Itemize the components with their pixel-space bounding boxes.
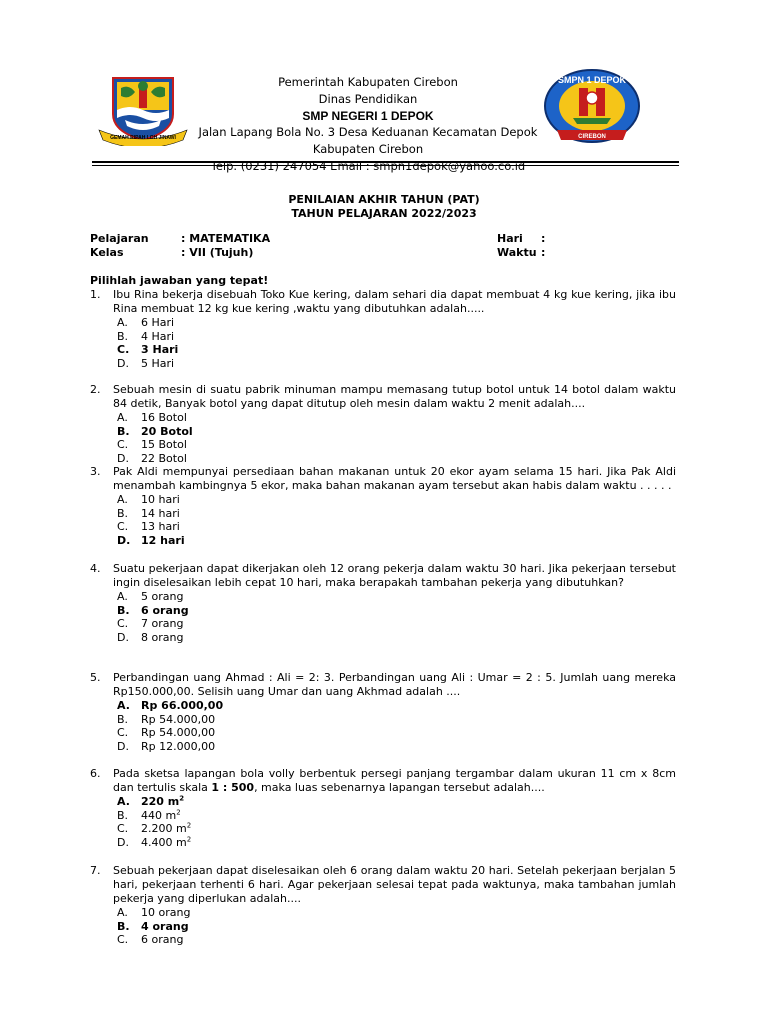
option-letter: A. <box>117 795 130 808</box>
option-c[interactable] <box>90 822 676 836</box>
option-d[interactable] <box>90 357 676 371</box>
government-name: Pemerintah Kabupaten Cirebon <box>278 75 458 89</box>
option-exponent: 2 <box>179 794 185 803</box>
option-letter: C. <box>117 438 129 451</box>
question-number: 3. <box>90 465 101 478</box>
class-label: Kelas <box>90 246 124 259</box>
option-d[interactable] <box>90 534 676 548</box>
option-text: 5 orang <box>141 590 184 603</box>
option-letter: D. <box>117 533 131 547</box>
option-text: 220 m <box>141 795 180 808</box>
option-c[interactable] <box>90 520 676 534</box>
time-label: Waktu <box>497 246 537 259</box>
option-c[interactable] <box>90 933 676 947</box>
option-letter: B. <box>117 506 129 520</box>
option-letter: A. <box>117 590 128 603</box>
option-d[interactable] <box>90 740 676 754</box>
cirebon-regency-emblem-icon <box>95 74 191 146</box>
option-c[interactable] <box>90 343 676 357</box>
smpn-1-depok-logo-icon <box>543 68 641 148</box>
option-text: 6 Hari <box>141 316 175 329</box>
school-name: SMP NEGERI 1 DEPOK <box>302 108 434 123</box>
option-text: Rp 54.000,00 <box>141 726 216 739</box>
option-a[interactable] <box>90 906 676 920</box>
question-4 <box>90 562 676 644</box>
option-letter: C. <box>117 933 129 946</box>
option-text: 6 orang <box>141 603 189 617</box>
option-letter: B. <box>117 603 130 617</box>
question-3 <box>90 465 676 547</box>
option-text: Rp 12.000,00 <box>141 739 216 753</box>
letterhead-divider <box>92 161 679 163</box>
option-letter: D. <box>117 630 129 644</box>
option-letter: D. <box>117 835 129 849</box>
option-letter: A. <box>117 411 128 424</box>
option-text: 16 Botol <box>141 411 187 424</box>
option-exponent: 2 <box>186 821 192 830</box>
school-address: Jalan Lapang Bola No. 3 Desa Keduanan Kecamatan Depok <box>198 125 538 140</box>
question-number: 1. <box>90 288 101 301</box>
option-letter: C. <box>117 520 129 533</box>
option-text: 3 Hari <box>141 343 179 356</box>
option-a[interactable] <box>90 316 676 330</box>
option-a[interactable] <box>90 493 676 507</box>
option-letter: C. <box>117 726 129 739</box>
answer-options <box>90 906 676 947</box>
option-letter: B. <box>117 329 129 343</box>
scale-value: 1 : 500 <box>211 781 255 794</box>
question-2 <box>90 383 676 465</box>
option-c[interactable] <box>90 438 676 452</box>
question-number: 2. <box>90 383 101 396</box>
option-text: Rp 54.000,00 <box>141 712 216 726</box>
option-b[interactable] <box>90 507 676 521</box>
option-letter: B. <box>117 919 130 933</box>
option-b[interactable] <box>90 809 676 823</box>
option-letter: B. <box>117 424 130 438</box>
option-letter: B. <box>117 712 129 726</box>
subject-value: : MATEMATIKA <box>181 232 271 245</box>
exam-year: TAHUN PELAJARAN 2022/2023 <box>291 207 477 220</box>
option-a[interactable] <box>90 699 676 713</box>
option-d[interactable] <box>90 452 676 466</box>
option-text: 10 orang <box>141 906 191 919</box>
class-value: : VII (Tujuh) <box>181 246 254 259</box>
option-text: 440 m <box>141 808 177 822</box>
option-b[interactable] <box>90 330 676 344</box>
letterhead <box>196 74 540 175</box>
option-c[interactable] <box>90 617 676 631</box>
question-text-end: , maka luas sebenarnya lapangan tersebut adalah.... <box>254 781 545 794</box>
option-a[interactable] <box>90 590 676 604</box>
svg-text:GEMAH RIPAH LOH JINAWI: GEMAH RIPAH LOH JINAWI <box>110 135 176 141</box>
question-number: 6. <box>90 767 101 780</box>
option-text: 6 orang <box>141 933 184 946</box>
option-exponent: 2 <box>176 807 181 816</box>
answer-options <box>90 795 676 849</box>
option-b[interactable] <box>90 920 676 934</box>
option-d[interactable] <box>90 836 676 850</box>
answer-options <box>90 699 676 753</box>
option-text: 20 Botol <box>141 424 193 438</box>
option-letter: D. <box>117 451 129 465</box>
option-letter: C. <box>117 822 129 835</box>
option-text: 14 hari <box>141 506 180 520</box>
option-text: 5 Hari <box>141 356 175 370</box>
option-letter: A. <box>117 699 130 712</box>
question-text: Pak Aldi mempunyai persediaan bahan makanan untuk 20 ekor ayam selama 15 hari. Jika Pak Aldi menambah kambingnya 5 ekor, maka bahan makanan ayam tersebut akan habis dalam waktu . . . . . <box>113 465 676 492</box>
option-text: 10 hari <box>141 493 180 506</box>
option-b[interactable] <box>90 713 676 727</box>
option-b[interactable] <box>90 425 676 439</box>
question-text: Sebuah mesin di suatu pabrik minuman mampu memasang tutup botol untuk 14 botol dalam waktu 84 detik, Banyak botol yang dapat ditutup oleh mesin dalam waktu 2 menit adalah.... <box>113 383 676 410</box>
option-text: 12 hari <box>141 533 185 547</box>
letterhead-divider-thin <box>92 165 679 166</box>
option-a[interactable] <box>90 795 676 809</box>
question-text: Sebuah pekerjaan dapat diselesaikan oleh 6 orang dalam waktu 20 hari. Setelah pekerjaan berjalan 5 hari, pekerjaan terhenti 6 hari. Agar pekerjaan selesai tepat pada waktunya, maka tambahan jumlah pekerja yang diperlukan adalah.... <box>113 864 676 905</box>
option-letter: C. <box>117 617 129 630</box>
option-letter: A. <box>117 316 128 329</box>
question-7 <box>90 864 676 947</box>
school-regency: Kabupaten Cirebon <box>312 142 424 157</box>
option-text: Rp 66.000,00 <box>141 699 224 712</box>
subject-label: Pelajaran <box>90 232 149 245</box>
option-text: 8 orang <box>141 630 184 644</box>
question-6 <box>90 767 676 849</box>
instruction: Pilihlah jawaban yang tepat! <box>90 274 269 287</box>
option-letter: A. <box>117 906 128 919</box>
question-text-start: Pada sketsa lapangan bola volly berbentuk persegi panjang tergambar dalam ukuran 11 cm x 8cm dan tertulis skala <box>113 767 676 794</box>
option-letter: B. <box>117 808 129 822</box>
question-text: Perbandingan uang Ahmad : Ali = 2: 3. Perbandingan uang Ali : Umar = 2 : 5. Jumlah uang mereka Rp150.000,00. Selisih uang Umar dan uang Akhmad adalah .... <box>113 671 676 698</box>
option-letter: C. <box>117 343 130 356</box>
option-text: 4 orang <box>141 919 189 933</box>
option-exponent: 2 <box>186 834 192 843</box>
option-text: 2.200 m <box>141 822 187 835</box>
option-text: 4 Hari <box>141 329 175 343</box>
svg-text:CIREBON: CIREBON <box>578 134 606 140</box>
question-1 <box>90 288 676 370</box>
option-letter: A. <box>117 493 128 506</box>
option-letter: D. <box>117 739 129 753</box>
option-text: 4.400 m <box>141 835 187 849</box>
svg-text:SMPN 1 DEPOK: SMPN 1 DEPOK <box>557 75 627 85</box>
time-value: : <box>541 246 546 259</box>
option-b[interactable] <box>90 604 676 618</box>
question-number: 7. <box>90 864 101 877</box>
option-c[interactable] <box>90 726 676 740</box>
exam-title: PENILAIAN AKHIR TAHUN (PAT) <box>288 193 480 206</box>
question-5 <box>90 671 676 753</box>
question-text: Ibu Rina bekerja disebuah Toko Kue kering, dalam sehari dia dapat membuat 4 kg kue kering, jika ibu Rina membuat 12 kg kue kering ,waktu yang dibutuhkan adalah..... <box>113 288 676 315</box>
question-text <box>113 767 676 795</box>
answer-options <box>90 316 676 370</box>
day-value: : <box>541 232 546 245</box>
option-letter: D. <box>117 356 129 370</box>
option-d[interactable] <box>90 631 676 645</box>
question-text: Suatu pekerjaan dapat dikerjakan oleh 12 orang pekerja dalam waktu 30 hari. Jika pekerjaan tersebut ingin diselesaikan lebih cepat 10 hari, maka berapakah tambahan pekerja yang dibutuhkan? <box>113 562 676 589</box>
answer-options <box>90 590 676 644</box>
question-number: 4. <box>90 562 101 575</box>
option-a[interactable] <box>90 411 676 425</box>
answer-options <box>90 493 676 547</box>
day-label: Hari <box>497 232 523 245</box>
department-name: Dinas Pendidikan <box>318 91 418 106</box>
answer-options <box>90 411 676 465</box>
option-text: 7 orang <box>141 617 184 630</box>
option-text: 22 Botol <box>141 451 187 465</box>
question-number: 5. <box>90 671 101 684</box>
option-text: 15 Botol <box>141 438 187 451</box>
option-text: 13 hari <box>141 520 180 533</box>
